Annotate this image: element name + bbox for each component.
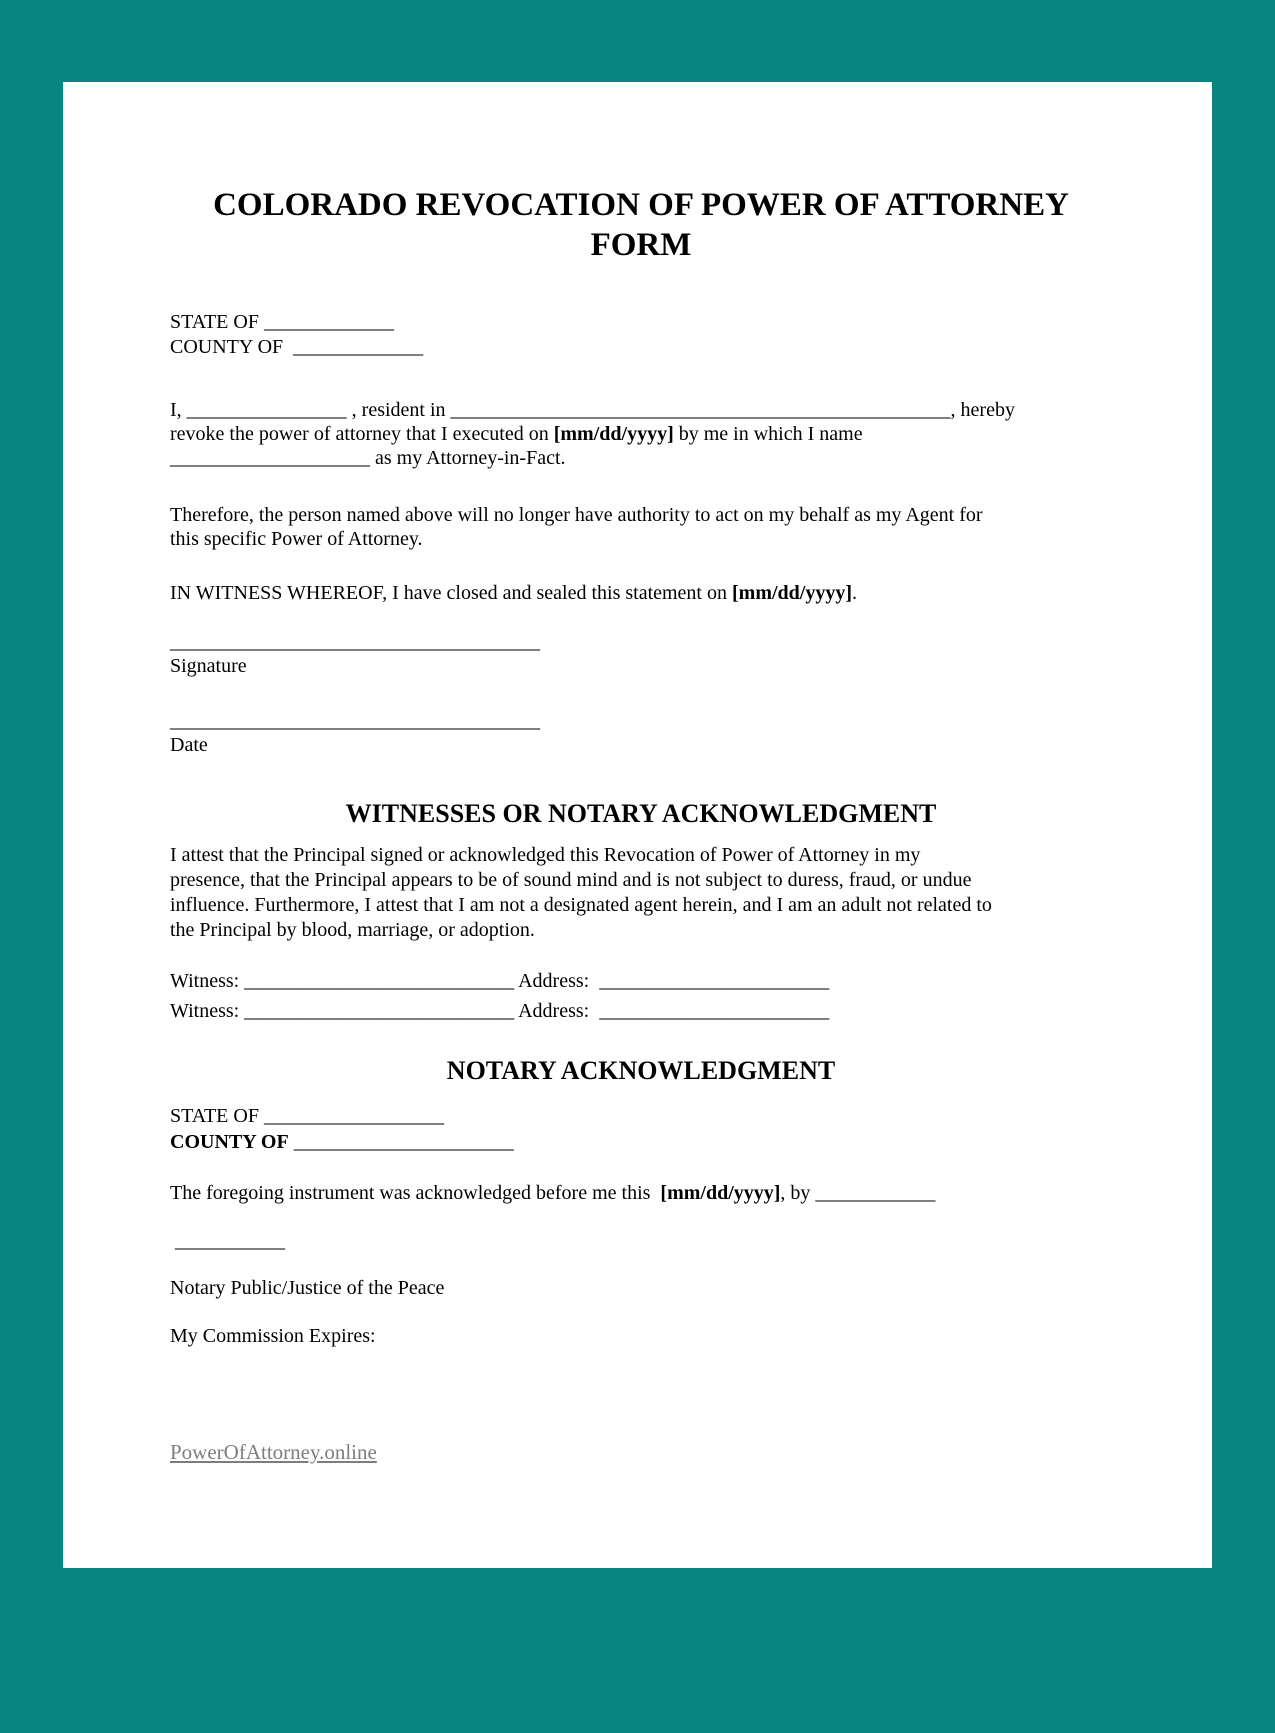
date-blank-line: _____________________________________ (170, 710, 540, 732)
intro-line1: I, ________________ , resident in __________________________________________________, hereby (170, 399, 1015, 421)
state-of-line: STATE OF _____________ (170, 311, 394, 333)
footer (170, 1439, 1112, 1465)
document-content (63, 185, 1212, 1465)
footer-website-link[interactable]: PowerOfAttorney.online (170, 1440, 377, 1464)
jurisdiction-block (170, 310, 1112, 360)
attest-line3: influence. Furthermore, I attest that I am not a designated agent herein, and I am an adult not related to (170, 894, 992, 916)
document-page (63, 82, 1212, 1568)
notary-county-label: COUNTY OF (170, 1131, 289, 1153)
whereof-pre: IN WITNESS WHEREOF, I have closed and sealed this statement on (170, 582, 732, 604)
effect-line1: Therefore, the person named above will no longer have authority to act on my behalf as my Agent for (170, 504, 983, 526)
county-of-line: COUNTY OF _____________ (170, 336, 424, 358)
attest-line2: presence, that the Principal appears to be of sound mind and is not subject to duress, fraud, or undue (170, 869, 972, 891)
notary-acknowledgment-paragraph (170, 1181, 1112, 1205)
signature-blank-line: _____________________________________ (170, 631, 540, 653)
signature-block (170, 630, 1112, 678)
acknowledged-post: , by ____________ (780, 1182, 936, 1204)
witness-row-1: Witness: ___________________________ Address: _______________________ (170, 970, 830, 992)
notary-section-heading: NOTARY ACKNOWLEDGMENT (446, 1056, 836, 1085)
witness-signature-rows (170, 966, 1112, 1026)
commission-expires-label: My Commission Expires: (170, 1325, 376, 1347)
document-title-line2: FORM (590, 227, 692, 263)
notary-state-of-line: STATE OF __________________ (170, 1105, 444, 1127)
intro-line2-post: by me in which I name (673, 423, 863, 445)
revocation-intro-paragraph (170, 398, 1112, 470)
signature-label: Signature (170, 655, 247, 677)
date-label: Date (170, 734, 208, 756)
statement-date-placeholder: [mm/dd/yyyy] (732, 582, 852, 604)
attest-line4: the Principal by blood, marriage, or adoption. (170, 919, 535, 941)
notary-public-label: Notary Public/Justice of the Peace (170, 1277, 445, 1299)
witness-attestation-paragraph (170, 843, 1112, 943)
witness-row-2: Witness: ___________________________ Address: _______________________ (170, 1000, 830, 1022)
execution-date-placeholder: [mm/dd/yyyy] (553, 423, 674, 445)
notary-county-blank: ______________________ (288, 1131, 514, 1153)
notary-county-of-line (170, 1129, 1112, 1155)
acknowledged-pre: The foregoing instrument was acknowledged before me this (170, 1182, 661, 1204)
revocation-effect-paragraph (170, 503, 1112, 551)
witness-whereof-paragraph (170, 581, 1112, 605)
notary-signature-blank: ___________ (170, 1230, 285, 1252)
date-block (170, 709, 1112, 757)
intro-line3: ____________________ as my Attorney-in-Fact. (170, 447, 566, 469)
whereof-post: . (852, 582, 857, 604)
intro-line2-pre: revoke the power of attorney that I executed on (170, 423, 554, 445)
document-title (170, 185, 1112, 265)
notary-jurisdiction-block (170, 1103, 1112, 1155)
document-title-line1: COLORADO REVOCATION OF POWER OF ATTORNEY (213, 187, 1069, 223)
effect-line2: this specific Power of Attorney. (170, 528, 423, 550)
witnesses-section-heading: WITNESSES OR NOTARY ACKNOWLEDGMENT (345, 799, 937, 828)
attest-line1: I attest that the Principal signed or acknowledged this Revocation of Power of Attorney in my (170, 844, 921, 866)
acknowledgment-date-placeholder: [mm/dd/yyyy] (660, 1182, 781, 1204)
